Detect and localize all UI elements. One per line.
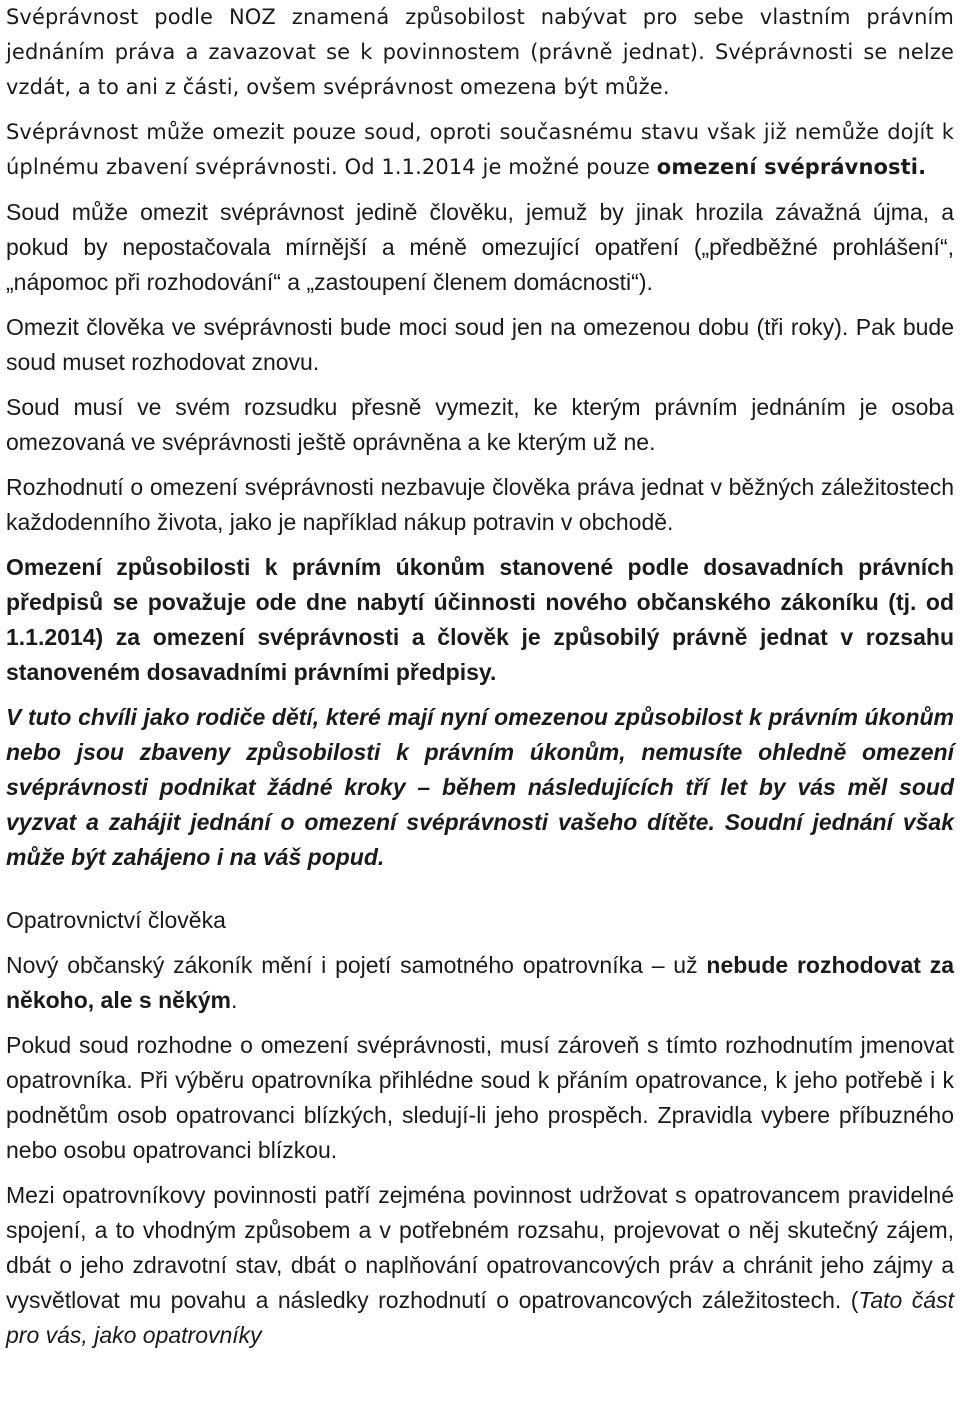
paragraph-guardian-appointment: Pokud soud rozhodne o omezení svéprávnosti, musí zároveň s tímto rozhodnutím jmenovat opatrovníka. Při výběru opatrovníka přihlédne soud k přáním opatrovance, k jeho potřebě i k podnětům osob opatrovanci blízkých, sledují-li jeho prospěch. Zpravidla vybere příbuzného nebo osobu opatrovanci blízkou. [6,1032,954,1163]
paragraph-parents-note-end: Soudní jednání však může být zahájeno i na váš popud. [6,809,954,870]
paragraph-everyday-matters: Rozhodnutí o omezení svéprávnosti nezbavuje člověka práva jednat v běžných záležitostech každodenního života, jako je například nákup potravin v obchodě. [6,474,954,535]
paragraph-guardian-concept-bold: nebude rozhodovat za někoho, ale s někým [6,952,954,1013]
paragraph-guardian-concept [6,948,954,1018]
paragraph-court-limit-text: Svéprávnost může omezit pouze soud, oproti současnému stavu však již nemůže dojít k úplnému zbavení svéprávnosti. Od 1.1.2014 je možné pouze [6,120,954,179]
paragraph-court-limit-bold: omezení svéprávnosti. [656,155,927,179]
paragraph-parents-note-text: V tuto chvíli jako rodiče dětí, které mají nyní omezenou způsobilost k právním úkonům nebo jsou zbaveny způsobilosti k právním úkonům, nemusíte ohledně omezení svéprávnosti podnikat žádné kroky – během následujících tří let by vás měl soud vyzvat a zahájit jednání o omezení svéprávnosti vašeho dítěte. [6,704,954,835]
paragraph-definition: Svéprávnost podle NOZ znamená způsobilost nabývat pro sebe vlastním právním jednáním práva a zavazovat se k povinnostem (právně jednat). Svéprávnosti se nelze vzdát, a to ani z části, ovšem svéprávnost omezena být může. [6,5,954,99]
paragraph-judgment-scope: Soud musí ve svém rozsudku přesně vymezit, ke kterým právním jednáním je osoba omezovaná ve svéprávnosti ještě oprávněna a ke kterým už ne. [6,394,954,455]
paragraph-guardian-duties-italic: Tato část pro vás, jako opatrovníky [6,1287,954,1348]
paragraph-transition-rule: Omezení způsobilosti k právním úkonům stanovené podle dosavadních právních předpisů se považuje ode dne nabytí účinnosti nového občanského zákoníku (tj. od 1.1.2014) za omezení svéprávnosti a člověk je způsobilý právně jednat v rozsahu stanoveném dosavadními právními předpisy. [6,554,954,685]
paragraph-parents-note [6,700,954,875]
paragraph-court-limit [6,115,954,185]
section-heading: Opatrovnictví člověka [6,907,226,933]
paragraph-guardian-concept-end: . [230,987,238,1013]
paragraph-limited-time: Omezit člověka ve svéprávnosti bude moci soud jen na omezenou dobu (tři roky). Pak bude soud muset rozhodovat znovu. [6,314,954,375]
paragraph-guardian-duties-text: Mezi opatrovníkovy povinnosti patří zejména povinnost udržovat s opatrovancem pravidelné spojení, a to vhodným způsobem a v potřebném rozsahu, projevovat o něj skutečný zájem, dbát o jeho zdravotní stav, dbát o naplňování opatrovancových práv a chránit jeho zájmy a vysvětlovat mu povahu a následky rozhodnutí o opatrovancových záležitostech. ( [6,1182,954,1313]
paragraph-serious-harm: Soud může omezit svéprávnost jedině člověku, jemuž by jinak hrozila závažná újma, a pokud by nepostačovala mírnější a méně omezující opatření („předběžné prohlášení“, „nápomoc při rozhodování“ a „zastoupení členem domácnosti“). [6,199,954,295]
paragraph-guardian-concept-text: Nový občanský zákoník mění i pojetí samotného opatrovníka – už [6,952,707,978]
paragraph-guardian-duties [6,1178,954,1353]
